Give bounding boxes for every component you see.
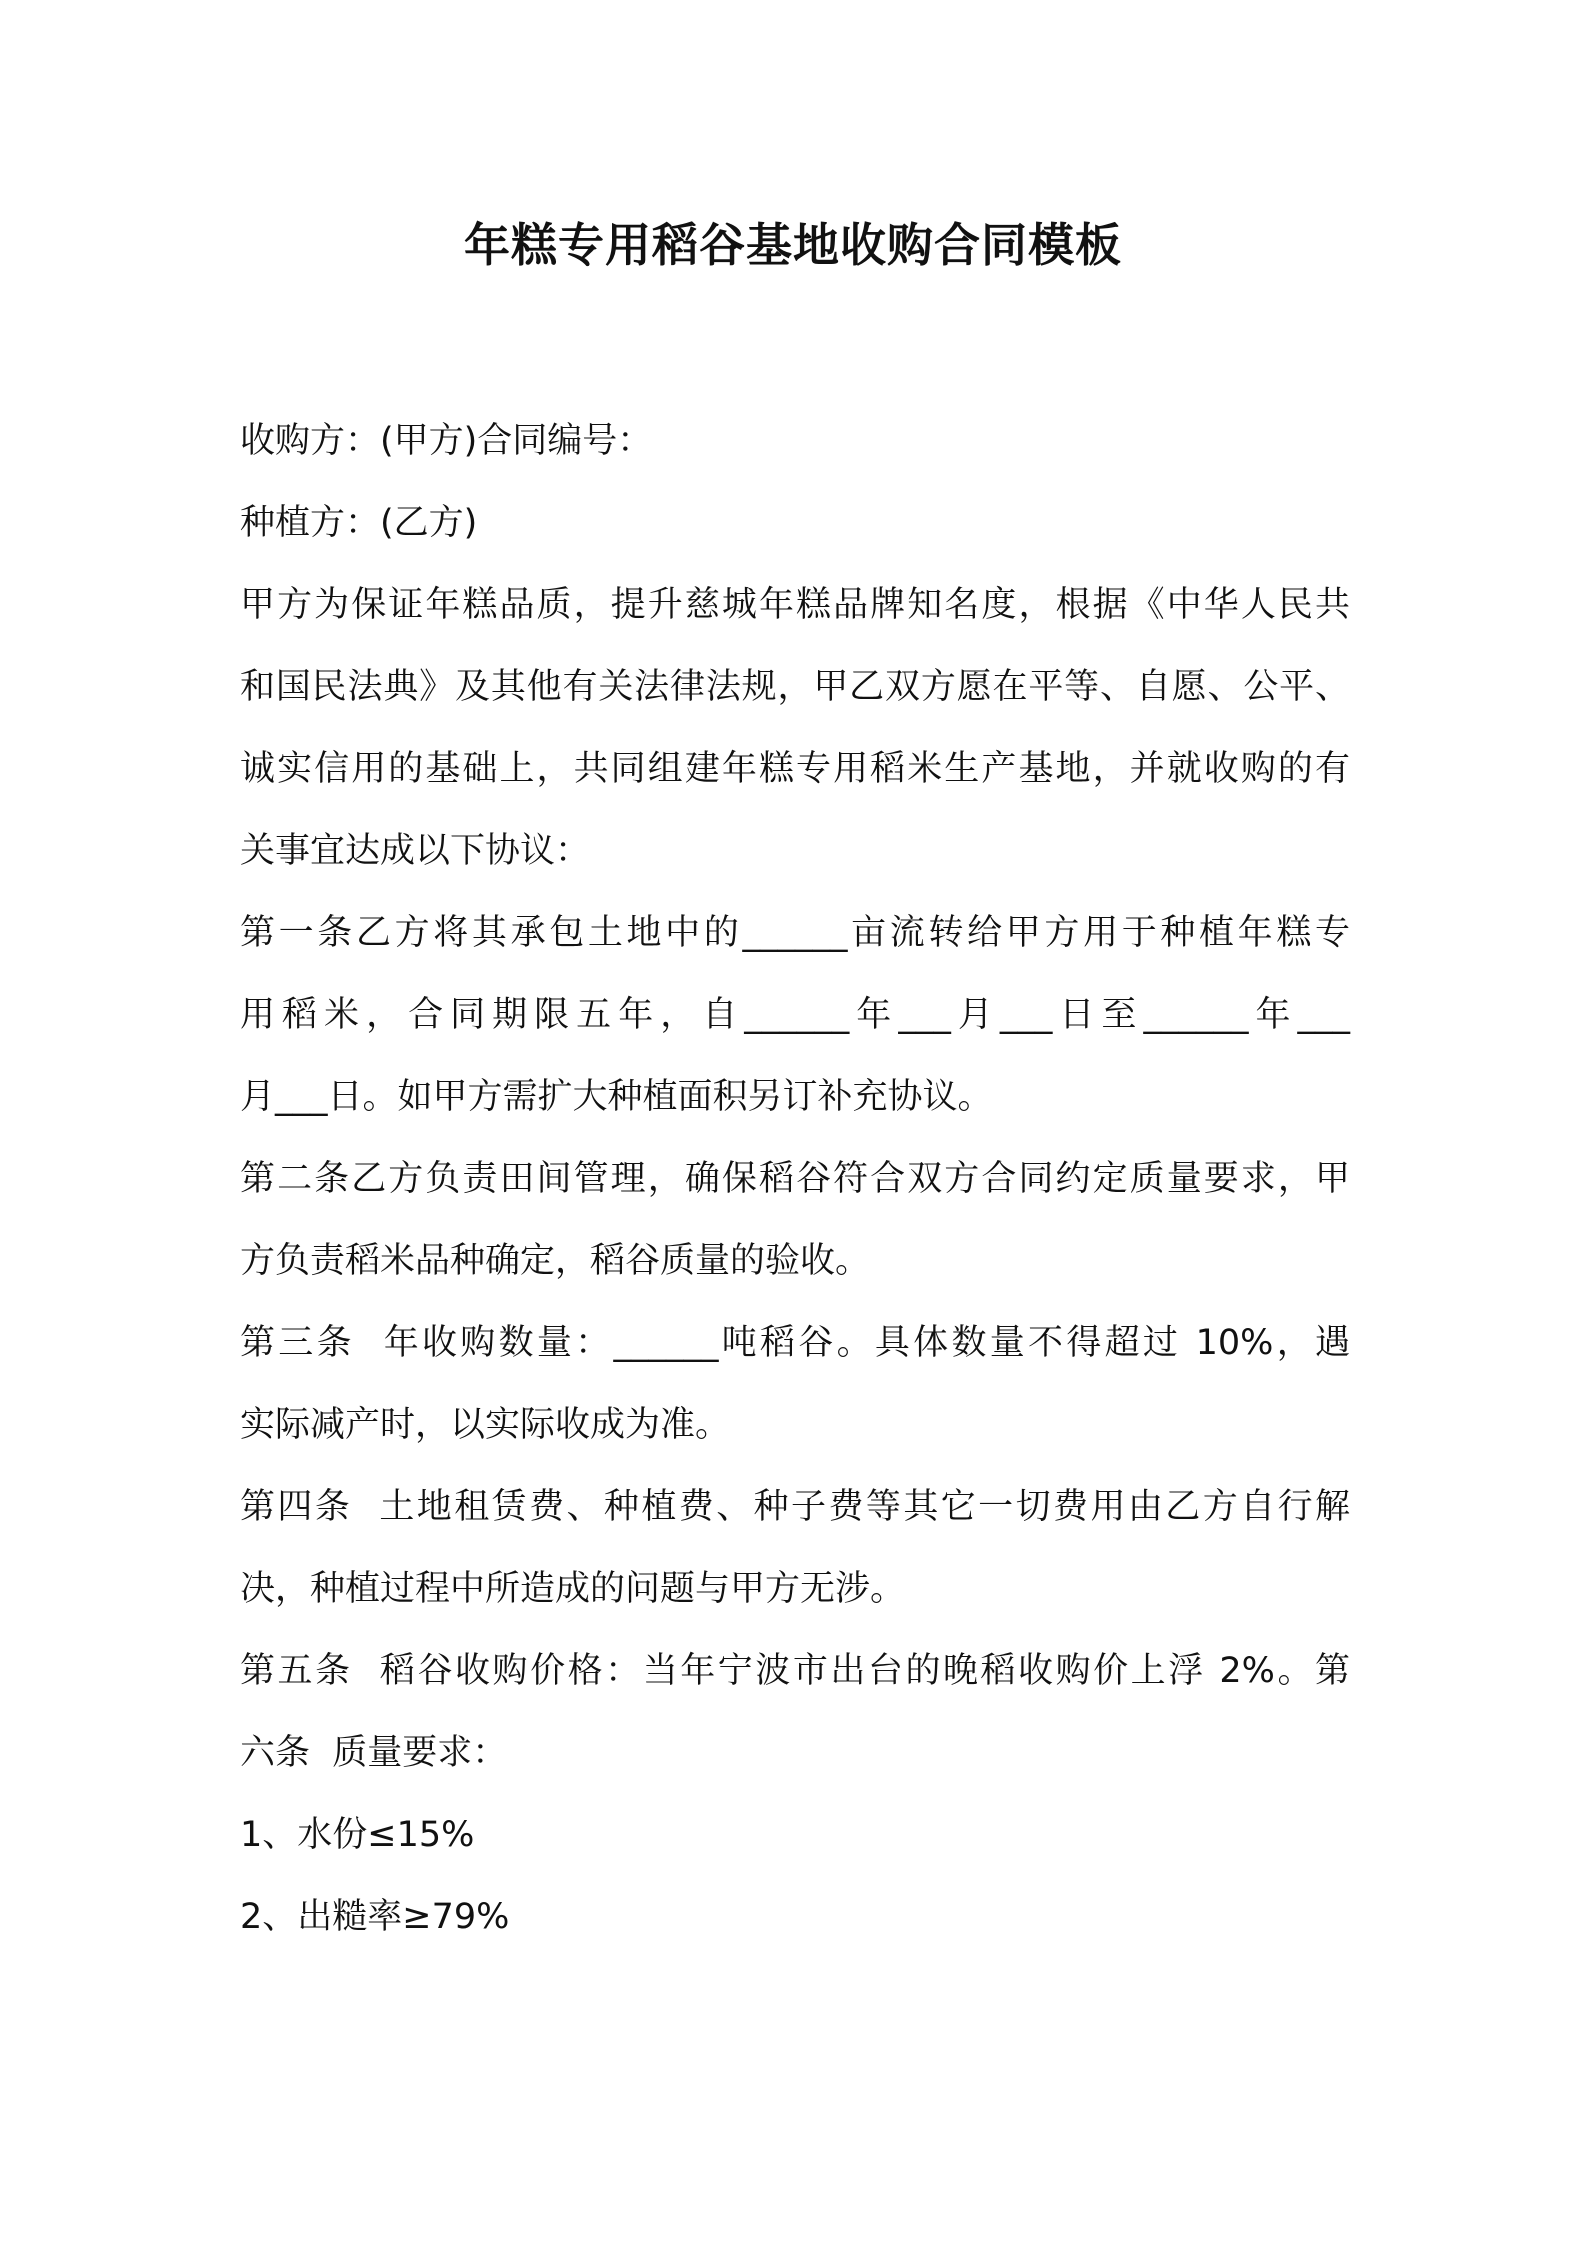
- article-5-line: 第五条 稻谷收购价格：当年宁波市出台的晚稻收购价上浮 2%。第: [240, 1651, 1350, 1691]
- article-6-line: 六条 质量要求：: [240, 1733, 508, 1773]
- contract-line-buyer: 收购方：(甲方)合同编号：: [240, 421, 653, 461]
- article-2-line: 第二条乙方负责田间管理，确保稻谷符合双方合同约定质量要求，甲: [240, 1159, 1350, 1199]
- quality-item-yield: 2、出糙率≥79%: [240, 1897, 510, 1937]
- contract-paragraph-line: 诚实信用的基础上，共同组建年糕专用稻米生产基地，并就收购的有: [240, 749, 1350, 789]
- contract-paragraph-line: 甲方为保证年糕品质，提升慈城年糕品牌知名度，根据《中华人民共: [240, 585, 1350, 625]
- document-body: [240, 400, 1350, 1958]
- article-4-line: 第四条 土地租赁费、种植费、种子费等其它一切费用由乙方自行解: [240, 1487, 1350, 1527]
- article-2-line: 方负责稻米品种确定，稻谷质量的验收。: [240, 1241, 871, 1281]
- article-1-line: 用稻米，合同期限五年，自______年___月___日至______年___: [240, 995, 1350, 1035]
- article-4-line: 决，种植过程中所造成的问题与甲方无涉。: [240, 1569, 906, 1609]
- contract-paragraph-line: 和国民法典》及其他有关法律法规，甲乙双方愿在平等、自愿、公平、: [240, 667, 1350, 707]
- contract-line-grower: 种植方：(乙方): [240, 503, 478, 543]
- article-1-line: 第一条乙方将其承包土地中的______亩流转给甲方用于种植年糕专: [240, 913, 1350, 953]
- contract-paragraph-line: 关事宜达成以下协议：: [240, 831, 591, 871]
- quality-item-moisture: 1、水份≤15%: [240, 1815, 475, 1855]
- document-title: 年糕专用稻谷基地收购合同模板: [464, 218, 1122, 272]
- article-3-line: 第三条 年收购数量：______吨稻谷。具体数量不得超过 10%，遇: [240, 1323, 1350, 1363]
- article-3-line: 实际减产时，以实际收成为准。: [240, 1405, 731, 1445]
- article-1-line: 月___日。如甲方需扩大种植面积另订补充协议。: [240, 1077, 993, 1117]
